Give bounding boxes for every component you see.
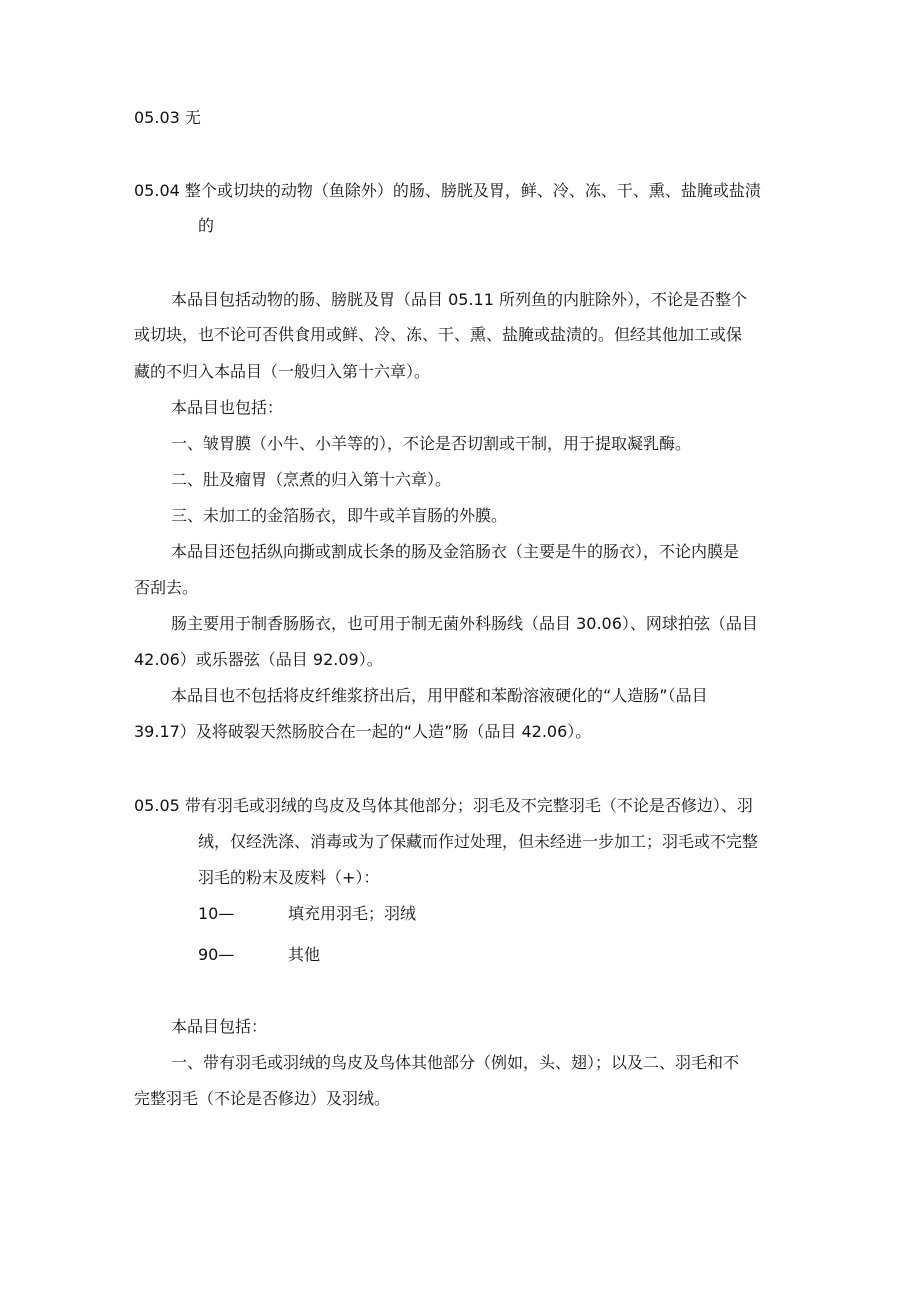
heading-0505-line-1: 05.05 带有羽毛或羽绒的鸟皮及鸟体其他部分；羽毛及不完整羽毛（不论是否修边）、羽 [134,796,753,815]
subheading-label-10: 填充用羽毛；羽绒 [288,904,417,923]
list-item-0504-3: 三、未加工的金箔肠衣，即牛或羊盲肠的外膜。 [171,506,508,525]
para-0504-scope-line-2: 或切块，也不论可否供食用或鲜、冷、冻、干、熏、盐腌或盐渍的。但经其他加工或保 [134,325,743,344]
heading-0503: 05.03 无 [134,108,201,127]
list-item-0504-2: 二、肚及瘤胃（烹煮的归入第十六章）。 [171,470,452,489]
para-0504-also-includes: 本品目也包括： [171,398,284,417]
para-0505-includes: 本品目包括： [171,1017,268,1036]
para-0504-uses-line-2: 42.06）或乐器弦（品目 92.09）。 [134,650,383,669]
para-0504-uses-line-1: 肠主要用于制香肠肠衣，也可用于制无菌外科肠线（品目 30.06）、网球拍弦（品目 [171,614,758,633]
para-0504-exclusions-line-2: 39.17）及将破裂天然肠胶合在一起的“人造”肠（品目 42.06）。 [134,722,592,741]
para-0504-strips-line-1: 本品目还包括纵向撕或割成长条的肠及金箔肠衣（主要是牛的肠衣），不论内膜是 [171,542,740,561]
para-0504-scope-line-1: 本品目包括动物的肠、膀胱及胃（品目 05.11 所列鱼的内脏除外），不论是否整个 [171,290,747,309]
heading-0504-line-1: 05.04 整个或切块的动物（鱼除外）的肠、膀胱及胃，鲜、冷、冻、干、熏、盐腌或盐渍 [134,181,761,200]
para-0504-scope-line-3: 藏的不归入本品目（一般归入第十六章）。 [134,362,431,381]
para-0504-exclusions-line-1: 本品目也不包括将皮纤维浆挤出后，用甲醛和苯酚溶液硬化的“人造肠”（品目 [171,686,708,705]
list-item-0505-line-1: 一、带有羽毛或羽绒的鸟皮及鸟体其他部分（例如，头、翅）；以及二、羽毛和不 [171,1053,740,1072]
heading-0505-line-3: 羽毛的粉末及废料（+）： [198,868,380,887]
list-item-0504-1: 一、皱胃膜（小牛、小羊等的），不论是否切割或干制，用于提取凝乳酶。 [171,434,692,453]
subheading-code-10: 10— [198,904,235,923]
subheading-code-90: 90— [198,945,235,964]
heading-0504-line-2: 的 [198,216,215,235]
subheading-label-90: 其他 [288,945,321,964]
list-item-0505-line-2: 完整羽毛（不论是否修边）及羽绒。 [134,1089,391,1108]
para-0504-strips-line-2: 否刮去。 [134,578,199,597]
heading-0505-line-2: 绒，仅经洗涤、消毒或为了保藏而作过处理，但未经进一步加工；羽毛或不完整 [198,832,759,851]
